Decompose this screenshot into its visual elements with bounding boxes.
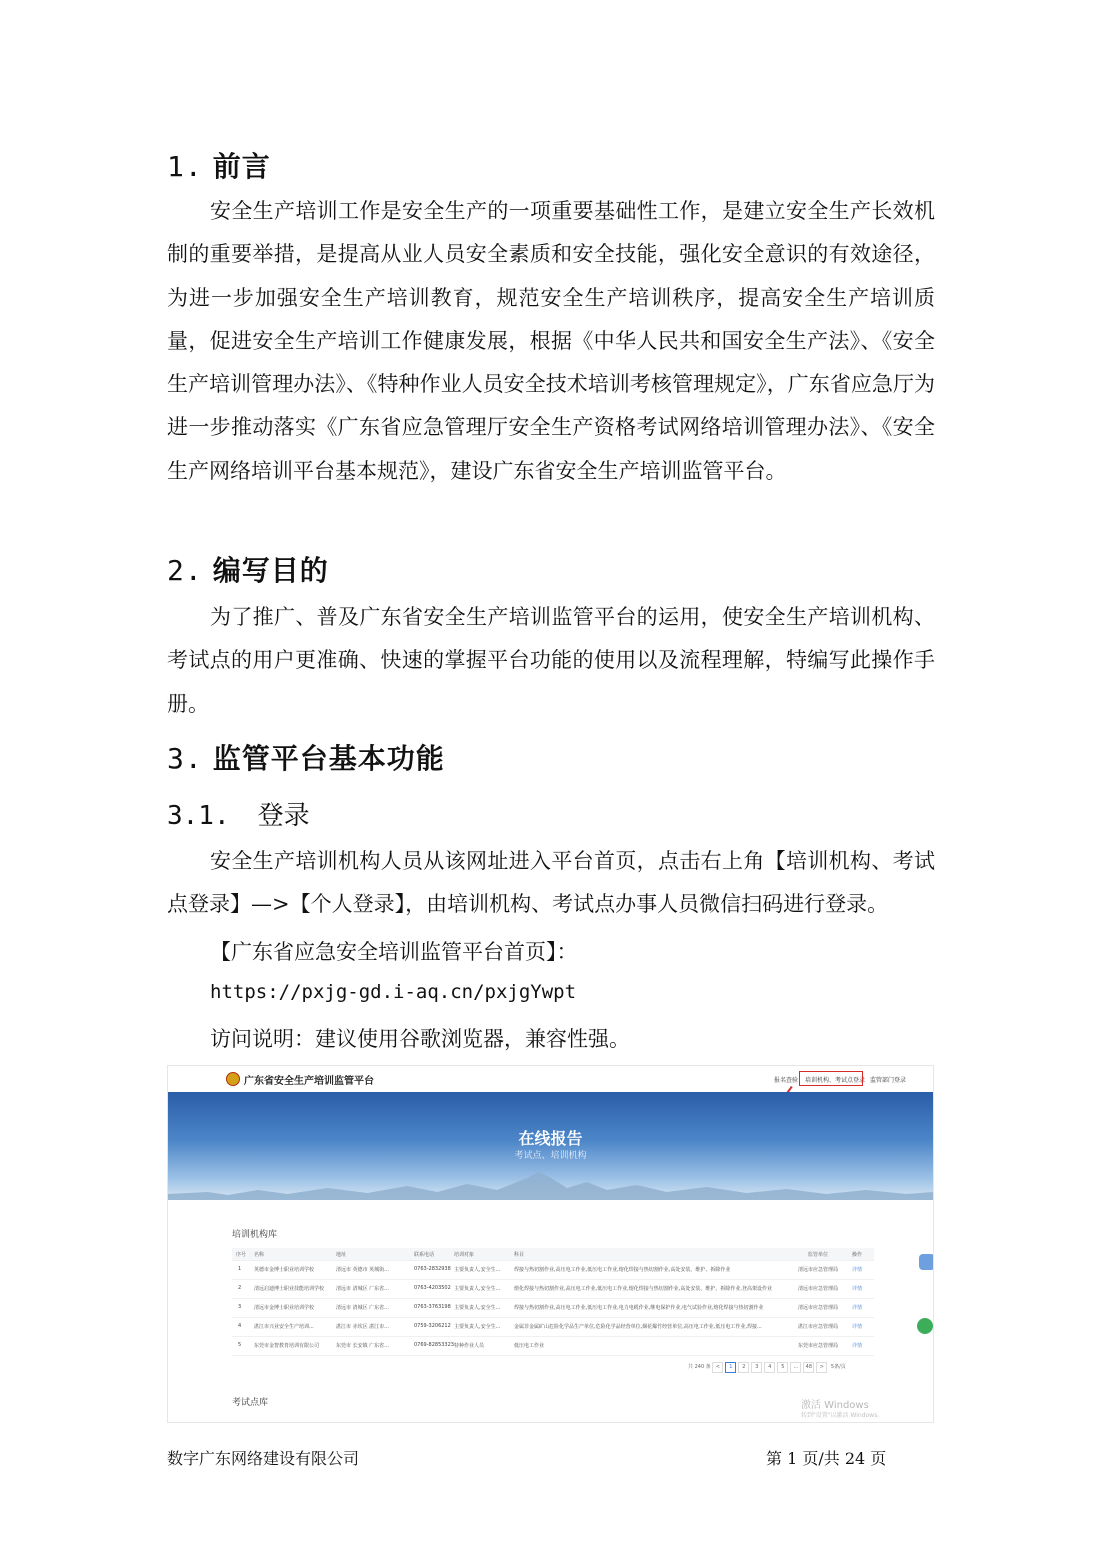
side-float-icon[interactable]	[919, 1254, 934, 1270]
cell: 0769-82853323	[414, 1342, 454, 1348]
cell: 湛江市 赤坎区 湛江市...	[336, 1324, 389, 1330]
intro-paragraph: 安全生产培训工作是安全生产的一项重要基础性工作，是建立安全生产长效机制的重要举措，是提高从业人员安全素质和安全技能，强化安全意识的有效途径，为进一步加强安全生产培训教育，规范安全生产培训秩序，提高安全生产培训质量，促进安全生产培训工作健康发展，根据《中华人民共和国安全生产法》、《安全生产培训管理办法》、《特种作业人员安全技术培训考核管理规定》，广东省应急厅为进一步推动落实《广东省应急管理厅安全生产资格考试网络培训管理办法》、《安全生产网络培训平台基本规范》，建设广东省安全生产培训监管平台。	[167, 199, 935, 483]
pager-page[interactable]: 5	[777, 1362, 788, 1373]
col-regulator: 监管单位	[808, 1252, 829, 1258]
cell: 湛江市兴业安全生产培训...	[254, 1324, 314, 1330]
col-phone: 联系电话	[414, 1252, 435, 1258]
nav-institution-login[interactable]: 培训机构、考试点登录	[805, 1077, 866, 1084]
cell: 5	[238, 1342, 242, 1348]
banner-title: 在线报告	[518, 1129, 583, 1148]
pager-page[interactable]: 48	[803, 1362, 814, 1373]
pagination	[688, 1362, 846, 1373]
pager-page[interactable]: 3	[751, 1362, 762, 1373]
cell: 4	[238, 1323, 242, 1329]
section-3-1-heading: 3.1. 登录	[167, 801, 310, 831]
cell: 东莞市应急管理局	[798, 1343, 839, 1349]
institution-table	[232, 1248, 874, 1356]
cell: 清远市应急管理局	[798, 1267, 839, 1273]
detail-link[interactable]: 详情	[852, 1305, 863, 1311]
detail-link[interactable]: 详情	[852, 1286, 863, 1292]
banner-subtitle: 考试点、培训机构	[514, 1151, 587, 1161]
section-1-heading: 1. 前言	[167, 150, 271, 183]
platform-url[interactable]: https://pxjg-gd.i-aq.cn/pxjgYwpt	[210, 981, 577, 1003]
col-subject: 科目	[514, 1252, 525, 1258]
cell: 主要负责人,安全生...	[454, 1305, 501, 1311]
cell: 清远市应急管理局	[798, 1305, 839, 1311]
pager-page[interactable]: 4	[764, 1362, 775, 1373]
pager-next[interactable]: >	[816, 1362, 827, 1373]
pager-prev[interactable]: <	[712, 1362, 723, 1373]
cell: 0763-4203502	[414, 1285, 451, 1291]
cell: 清远市金博士职业培训学校	[254, 1305, 315, 1311]
exam-site-library-title: 考试点库	[232, 1398, 269, 1408]
cell: 清远市 清城区 广东省...	[336, 1286, 389, 1292]
cell: 焊接与热切割作业,高压电工作业,低压电工作业,电力电缆作业,继电保护作业,电气试验作业,熔化焊接与热切割作业	[514, 1305, 764, 1311]
table-row	[232, 1299, 874, 1318]
site-title: 广东省安全生产培训监管平台	[244, 1076, 374, 1087]
service-float-icon[interactable]	[917, 1318, 933, 1334]
cell: 焊接与热切割作业,高压电工作业,低压电工作业,熔化焊接与热切割作业,高处安装、维护、拆除作业	[514, 1267, 731, 1273]
cell: 1	[238, 1266, 242, 1272]
cell: 2	[238, 1285, 242, 1291]
table-row	[232, 1318, 874, 1337]
col-name: 名称	[254, 1252, 265, 1258]
cell: 3	[238, 1304, 242, 1310]
institution-library-title: 培训机构库	[232, 1230, 278, 1240]
cell: 清远市 清城区 广东省...	[336, 1305, 389, 1311]
footer-company: 数字广东网络建设有限公司	[167, 1449, 360, 1468]
cell: 0759-3206212	[414, 1323, 451, 1329]
cell: 清远启迪博士职业技能培训学校	[254, 1286, 325, 1292]
cell: 清远市 英德市 英城街...	[336, 1267, 389, 1273]
nav-regulator-login[interactable]: 监管部门登录	[870, 1077, 907, 1084]
cell: 主要负责人,安全生...	[454, 1286, 501, 1292]
cell: 东莞市金智教育培训有限公司	[254, 1343, 320, 1349]
windows-watermark-sub: 转到"设置"以激活 Windows。	[801, 1412, 884, 1419]
table-row	[232, 1337, 874, 1356]
cell: 特种作业人员	[454, 1343, 485, 1349]
purpose-paragraph: 为了推广、普及广东省安全生产培训监管平台的运用，使安全生产培训机构、考试点的用户更准确、快速的掌握平台功能的使用以及流程理解，特编写此操作手册。	[167, 605, 935, 716]
cell: 熔化焊接与热切割作业,高压电工作业,低压电工作业,熔化焊接与热切割作业,高处安装、维护、拆除作业,登高架设作业	[514, 1286, 772, 1292]
col-index: 序号	[236, 1252, 247, 1258]
cell: 英德市金博士职业培训学校	[254, 1267, 315, 1273]
cell: 低压电工作业	[514, 1343, 545, 1349]
highlight-box	[799, 1071, 866, 1086]
table-row	[232, 1280, 874, 1299]
banner	[168, 1092, 933, 1200]
access-note: 访问说明：建议使用谷歌浏览器，兼容性强。	[210, 1027, 630, 1051]
detail-link[interactable]: 详情	[852, 1343, 863, 1349]
windows-watermark: 激活 Windows	[801, 1400, 869, 1411]
col-target: 培训对象	[454, 1252, 475, 1258]
detail-link[interactable]: 详情	[852, 1267, 863, 1273]
cell: 0763-2832938	[414, 1266, 451, 1272]
emblem-icon	[226, 1072, 240, 1086]
pager-ellipsis: ...	[790, 1362, 801, 1373]
site-header	[168, 1066, 933, 1092]
cell: 清远市应急管理局	[798, 1286, 839, 1292]
col-action: 操作	[852, 1252, 863, 1258]
detail-link[interactable]: 详情	[852, 1324, 863, 1330]
cell: 东莞市 长安镇 广东省...	[336, 1343, 389, 1349]
skyline-image	[168, 1170, 933, 1200]
cell: 0763-3763198	[414, 1304, 451, 1310]
cell: 主要负责人,安全生...	[454, 1267, 501, 1273]
pager-size-select[interactable]: 5条/页	[830, 1364, 846, 1370]
cell: 金属非金属矿山危险化学品生产单位,危险化学品经营单位,烟花爆竹经营单位,高压电工作业,低压电工作业,焊接...	[514, 1324, 762, 1330]
pager-total: 共 240 条	[688, 1364, 711, 1370]
nav-register-check[interactable]: 报名查验	[774, 1077, 799, 1084]
table-row	[232, 1261, 874, 1280]
login-paragraph: 安全生产培训机构人员从该网址进入平台首页，点击右上角【培训机构、考试点登录】—>【个人登录】，由培训机构、考试点办事人员微信扫码进行登录。	[167, 849, 935, 917]
cell: 主要负责人,安全生...	[454, 1324, 501, 1330]
footer-page-info: 第 1 页/共 24 页	[766, 1449, 887, 1468]
platform-screenshot	[167, 1065, 934, 1423]
col-address: 地址	[336, 1252, 347, 1258]
section-3-heading: 3. 监管平台基本功能	[167, 742, 445, 775]
table-header	[232, 1248, 874, 1261]
cell: 湛江市应急管理局	[798, 1324, 839, 1330]
homepage-label: 【广东省应急安全培训监管平台首页】：	[210, 940, 578, 964]
section-2-heading: 2. 编写目的	[167, 554, 329, 587]
pager-page[interactable]: 2	[738, 1362, 749, 1373]
pager-page[interactable]: 1	[725, 1362, 736, 1373]
